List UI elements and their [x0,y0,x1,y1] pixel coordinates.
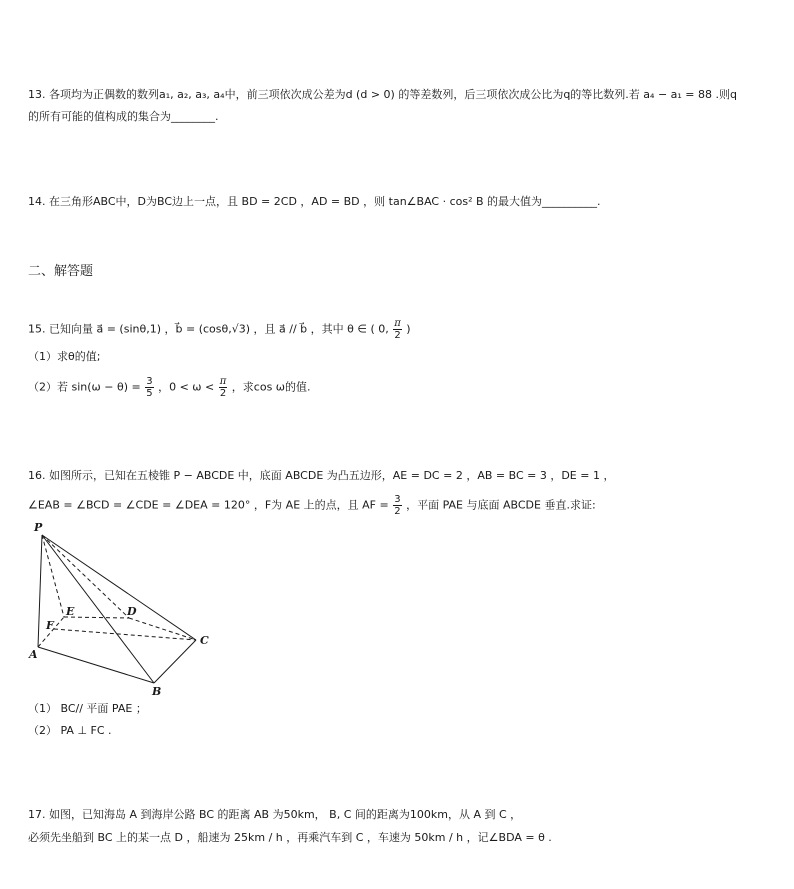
q15-part1: （1）求θ的值; [28,350,101,363]
q15-pi-fraction [393,318,402,341]
q15-sin-den: 5 [146,388,153,399]
q16-line2 [28,494,596,517]
edge-PA [38,535,42,647]
q17-line2: 必须先坐船到 BC 上的某一点 D ，船速为 25km / h ，再乘汽车到 C ，车速为 50km / h ，记∠BDA = θ . [28,831,552,844]
edge-PD [42,535,129,618]
edge-PC [42,535,196,640]
q13-line2: 的所有可能的值构成的集合为________. [28,110,219,123]
q15-part2-text-b: ，0 < ω < [154,380,218,394]
q15-sin-fraction [145,376,153,399]
q15-sin-num: 3 [146,376,153,387]
q15-omega-fraction [219,376,228,399]
edge-FC [54,629,196,640]
q13-line1: 13. 各项均为正偶数的数列a₁, a₂, a₃, a₄中，前三项依次成公差为d (d > 0) 的等差数列，后三项依次成公比为q的等比数列.若 a₄ − a₁ = 88 .则q [28,88,737,101]
label-A: A [29,648,38,661]
q15-omega-den: 2 [219,388,227,399]
label-P: P [34,521,43,534]
q15-stem [28,318,411,341]
q16-af-num: 3 [394,494,401,505]
label-F: F [46,619,54,632]
q15-part2-text-a: （2）若 sin(ω − θ) = [28,380,145,394]
q16-af-fraction [393,494,401,517]
q15-pi: π [394,318,401,329]
q16-line2-text-b: ，平面 PAE 与底面 ABCDE 垂直.求证: [402,498,596,512]
q16-part2: （2） PA ⊥ FC . [28,724,112,737]
label-E: E [66,605,75,618]
q15-pi-den: 2 [394,330,401,341]
q16-line2-text-a: ∠EAB = ∠BCD = ∠CDE = ∠DEA = 120° ，F为 AE 上的点，且 AF = [28,498,393,512]
pyramid-figure [26,520,226,704]
q15-part2-text-c: ，求cos ω的值. [228,380,311,394]
label-B: B [152,685,162,698]
q16-part1: （1） BC// 平面 PAE ； [28,702,147,715]
q16-af-den: 2 [394,506,401,517]
label-C: C [200,634,209,647]
edge-PB [42,535,154,683]
q15-part2 [28,376,311,399]
section-title: 二、解答题 [28,264,94,279]
edge-BC [154,640,196,683]
q16-line1: 16. 如图所示，已知在五棱锥 P − ABCDE 中，底面 ABCDE 为凸五边形，AE = DC = 2 ，AB = BC = 3 ，DE = 1 ， [28,469,615,482]
q15-stem-text: 15. 已知向量 a⃗ = (sinθ,1) ，b⃗ = (cosθ,√3) ，且 a⃗ // b⃗ ，其中 θ ∈ ( 0, [28,322,393,336]
q15-omega-pi: π [219,376,227,387]
q14-line1: 14. 在三角形ABC中，D为BC边上一点，且 BD = 2CD ，AD = BD ，则 tan∠BAC · cos² B 的最大值为__________. [28,195,601,208]
q15-stem-close: ) [402,322,411,336]
edge-DC [129,618,196,640]
q17-line1: 17. 如图，已知海岛 A 到海岸公路 BC 的距离 AB 为50km， B, C 间的距离为100km，从 A 到 C ， [28,808,522,821]
pyramid-svg [26,520,226,700]
label-D: D [127,605,137,618]
edge-AB [38,647,154,683]
